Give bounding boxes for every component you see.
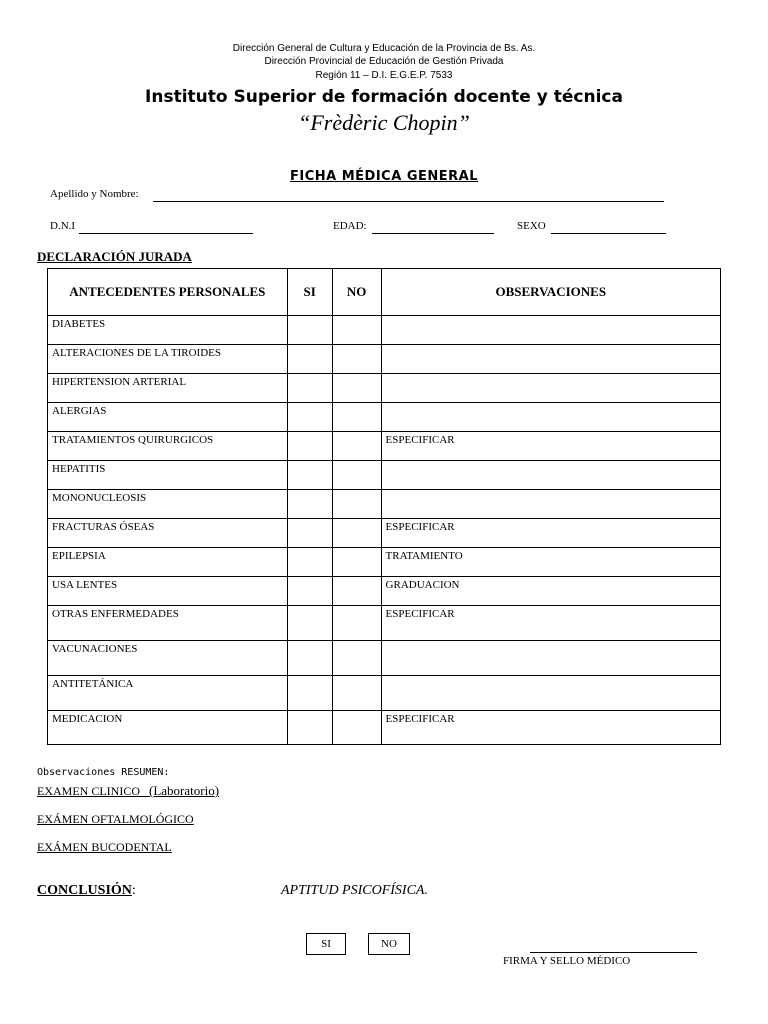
si-cell[interactable] (287, 316, 332, 345)
examen-bucodental: EXÁMEN BUCODENTAL (37, 840, 172, 854)
obs-cell[interactable]: ESPECIFICAR (381, 711, 720, 745)
dni-field[interactable] (79, 233, 253, 234)
edad-field[interactable] (372, 233, 494, 234)
table-row (48, 345, 721, 374)
conclusion-label: CONCLUSIÓN (37, 883, 132, 898)
no-cell[interactable] (332, 676, 381, 711)
obs-cell[interactable] (381, 316, 720, 345)
obs-cell[interactable] (381, 345, 720, 374)
obs-cell[interactable] (381, 461, 720, 490)
row-label: ALERGIAS (48, 403, 288, 432)
row-label: FRACTURAS ÓSEAS (48, 519, 288, 548)
no-cell[interactable] (332, 490, 381, 519)
table-row (48, 461, 721, 490)
table-row (48, 676, 721, 711)
si-cell[interactable] (287, 676, 332, 711)
si-checkbox[interactable]: SI (306, 933, 346, 955)
table-row (48, 316, 721, 345)
table-row (48, 548, 721, 577)
no-cell[interactable] (332, 711, 381, 745)
row-label: USA LENTES (48, 577, 288, 606)
row-label: MONONUCLEOSIS (48, 490, 288, 519)
row-label: DIABETES (48, 316, 288, 345)
no-cell[interactable] (332, 403, 381, 432)
institute-name: Instituto Superior de formación docente y técnica (145, 87, 623, 107)
table-row (48, 490, 721, 519)
no-checkbox[interactable]: NO (368, 933, 410, 955)
si-cell[interactable] (287, 548, 332, 577)
si-cell[interactable] (287, 519, 332, 548)
obs-cell[interactable]: ESPECIFICAR (381, 519, 720, 548)
dni-label: D.N.I (50, 220, 76, 232)
obs-cell[interactable] (381, 641, 720, 676)
no-cell[interactable] (332, 577, 381, 606)
table-row (48, 519, 721, 548)
si-cell[interactable] (287, 432, 332, 461)
signature-line[interactable] (530, 952, 697, 953)
table-row (48, 606, 721, 641)
sexo-label: SEXO (517, 220, 546, 232)
observaciones-resumen: Observaciones RESUMEN: (37, 767, 170, 778)
header-si: SI (287, 269, 332, 316)
row-label: VACUNACIONES (48, 641, 288, 676)
header-no: NO (332, 269, 381, 316)
si-cell[interactable] (287, 490, 332, 519)
institute-subtitle: “Frèdèric Chopin” (298, 110, 470, 135)
firma-label: FIRMA Y SELLO MÉDICO (503, 955, 631, 967)
obs-cell[interactable]: ESPECIFICAR (381, 606, 720, 641)
table-row (48, 432, 721, 461)
obs-cell[interactable]: ESPECIFICAR (381, 432, 720, 461)
row-label: OTRAS ENFERMEDADES (48, 606, 288, 641)
obs-cell[interactable] (381, 403, 720, 432)
si-cell[interactable] (287, 345, 332, 374)
no-cell[interactable] (332, 345, 381, 374)
table-row (48, 711, 721, 745)
obs-cell[interactable]: TRATAMIENTO (381, 548, 720, 577)
row-label: HIPERTENSION ARTERIAL (48, 374, 288, 403)
header-observaciones: OBSERVACIONES (381, 269, 720, 316)
laboratorio-label: (Laboratorio) (149, 783, 220, 798)
row-label: ANTITETÁNICA (48, 676, 288, 711)
conclusion-colon: : (131, 883, 136, 898)
table-row (48, 374, 721, 403)
examen-clinico (37, 783, 219, 799)
edad-label: EDAD: (333, 220, 367, 232)
no-cell[interactable] (332, 519, 381, 548)
medical-history-table (47, 268, 721, 745)
table-header-row (48, 269, 721, 316)
no-cell[interactable] (332, 548, 381, 577)
si-cell[interactable] (287, 403, 332, 432)
header-antecedentes: ANTECEDENTES PERSONALES (48, 269, 288, 316)
obs-cell[interactable] (381, 490, 720, 519)
si-cell[interactable] (287, 641, 332, 676)
no-cell[interactable] (332, 374, 381, 403)
si-cell[interactable] (287, 606, 332, 641)
obs-cell[interactable] (381, 676, 720, 711)
obs-cell[interactable] (381, 374, 720, 403)
aptitud-label: APTITUD PSICOFÍSICA. (281, 883, 428, 898)
header-line-3: Región 11 – D.I. E.G.E.P. 7533 (315, 70, 453, 81)
no-cell[interactable] (332, 316, 381, 345)
declaration-heading: DECLARACIÓN JURADA (37, 249, 192, 264)
conclusion (37, 883, 136, 899)
table-row (48, 577, 721, 606)
no-cell[interactable] (332, 641, 381, 676)
row-label: TRATAMIENTOS QUIRURGICOS (48, 432, 288, 461)
row-label: ALTERACIONES DE LA TIROIDES (48, 345, 288, 374)
si-cell[interactable] (287, 461, 332, 490)
sexo-field[interactable] (551, 233, 666, 234)
no-cell[interactable] (332, 461, 381, 490)
name-field[interactable] (153, 201, 664, 202)
examen-oftalmologico: EXÁMEN OFTALMOLÓGICO (37, 812, 194, 826)
table-row (48, 403, 721, 432)
form-title: FICHA MÉDICA GENERAL (290, 169, 478, 184)
header-line-2: Dirección Provincial de Educación de Gestión Privada (264, 56, 504, 67)
no-cell[interactable] (332, 606, 381, 641)
header-line-1: Dirección General de Cultura y Educación de la Provincia de Bs. As. (232, 43, 536, 54)
row-label: EPILEPSIA (48, 548, 288, 577)
si-cell[interactable] (287, 711, 332, 745)
no-cell[interactable] (332, 432, 381, 461)
examen-clinico-label: EXAMEN CLINICO (37, 784, 140, 798)
obs-cell[interactable]: GRADUACION (381, 577, 720, 606)
si-cell[interactable] (287, 577, 332, 606)
row-label: HEPATITIS (48, 461, 288, 490)
table-row (48, 641, 721, 676)
si-cell[interactable] (287, 374, 332, 403)
name-label: Apellido y Nombre: (50, 188, 139, 200)
row-label: MEDICACION (48, 711, 288, 745)
